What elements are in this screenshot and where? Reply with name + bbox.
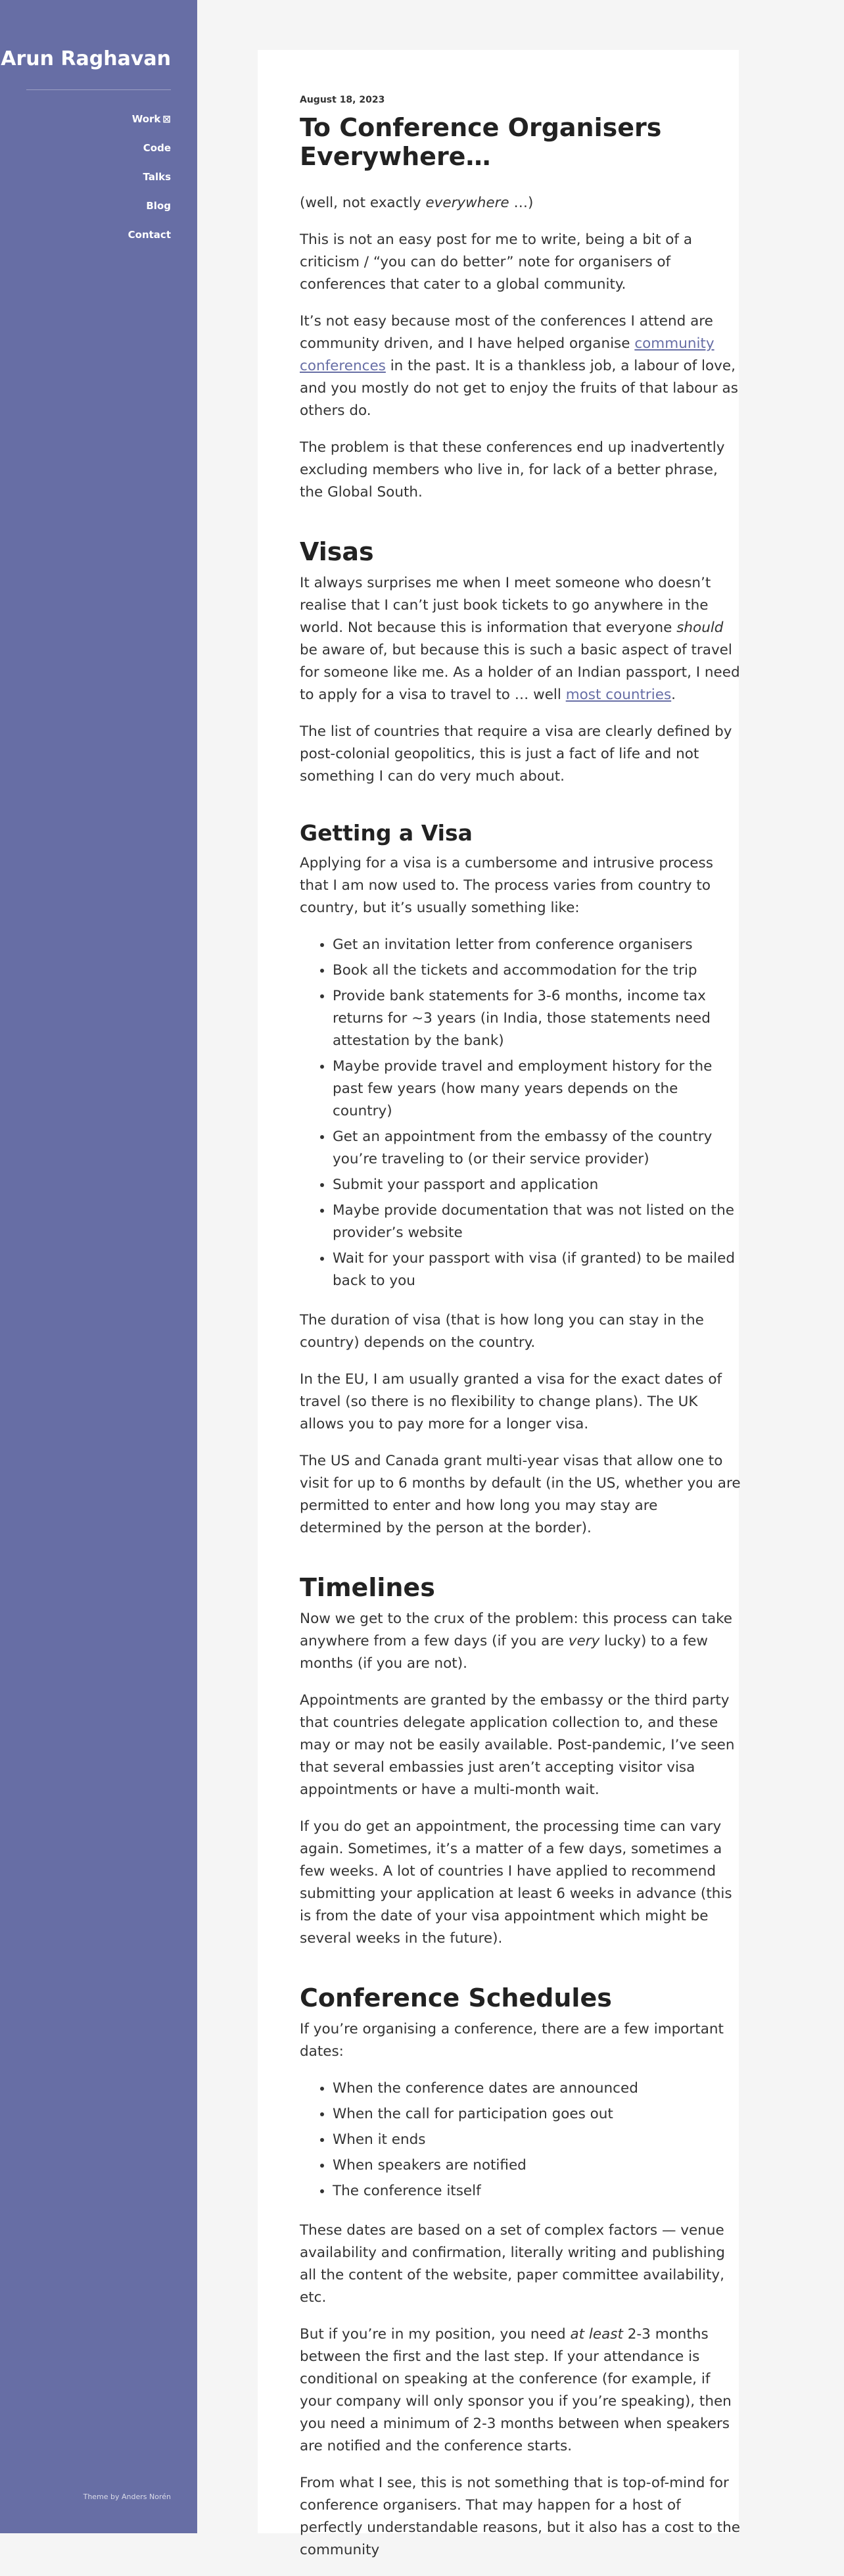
list-item: • Submit your passport and application: [333, 1174, 741, 1196]
list-item: • Provide bank statements for 3-6 months, income tax returns for ~3 years (in India, those statements need attestation by the bank): [333, 985, 741, 1052]
list-item: • Get an appointment from the embassy of the country you’re traveling to (or their service provider): [333, 1126, 741, 1171]
paragraph: These dates are based on a set of complex factors — venue availability and confirmation, literally writing and publishing all the content of the website, paper committee availability, etc.: [300, 2222, 725, 2306]
nav-item-code[interactable]: Code: [143, 142, 171, 154]
paragraph: [300, 2323, 741, 2458]
intro-paragraph: [300, 192, 741, 214]
list-item: • Book all the tickets and accommodation for the trip: [333, 960, 741, 982]
post-card: [258, 50, 741, 2558]
post-content: [300, 93, 741, 2576]
nav-item-work[interactable]: [128, 109, 171, 138]
nav-item-blog[interactable]: Blog: [146, 200, 171, 212]
sidebar: [0, 0, 197, 2533]
paragraph: If you’re organising a conference, there are a few important dates:: [300, 2021, 724, 2060]
intro-close: …): [509, 195, 534, 211]
nav-item-contact[interactable]: Contact: [128, 229, 171, 241]
main-nav: [128, 109, 171, 254]
paragraph: In the EU, I am usually granted a visa for the exact dates of travel (so there is no flexibility to change plans). The UK allows you to pay more for a longer visa.: [300, 1371, 722, 1432]
section-heading-visas: Visas: [300, 537, 374, 566]
paragraph-text: be aware of, but because this is such a basic aspect of travel for someone like me. As a holder of an Indian passport, I need to apply for a visa to travel to … well: [300, 642, 740, 703]
list-item: • Maybe provide travel and employment history for the past few years (how many years depends on the country): [333, 1056, 741, 1123]
community-conferences-link[interactable]: community conferences: [300, 335, 715, 374]
paragraph-text: lucky) to a few months (if you are not).: [300, 1633, 708, 1672]
emphasis: very: [568, 1633, 600, 1649]
paragraph: The problem is that these conferences end up inadvertently excluding members who live in, for lack of a better phrase, the Global South.: [300, 439, 725, 500]
paragraph: Applying for a visa is a cumbersome and intrusive process that I am now used to. The process varies from country to country, but it’s usually something like:: [300, 855, 713, 916]
submenu-toggle-icon[interactable]: ⊠: [162, 113, 171, 125]
paragraph: [300, 310, 741, 422]
list-item: • The conference itself: [333, 2180, 741, 2202]
paragraph: The list of countries that require a visa are clearly defined by post-colonial geopolitics, this is just a fact of life and not something I can do very much about.: [300, 723, 732, 785]
paragraph-text: .: [671, 687, 676, 703]
paragraph-text: It always surprises me when I meet someone who doesn’t realise that I can’t just book tickets to go anywhere in the world. Not because this is information that everyone: [300, 575, 711, 636]
paragraph: [300, 1608, 741, 1675]
nav-item-talks[interactable]: Talks: [143, 171, 171, 183]
paragraph: The US and Canada grant multi-year visas that allow one to visit for up to 6 months by default (in the US, whether you are permitted to enter and how long you may stay are determined by the person at the border).: [300, 1453, 741, 1536]
sidebar-divider: [26, 89, 171, 90]
paragraph: From what I see, this is not something that is top-of-mind for conference organisers. That may happen for a host of perfectly understandable reasons, but it also has a cost to the community: [300, 2475, 740, 2558]
paragraph: Appointments are granted by the embassy or the third party that countries delegate application collection to, and these may or may not be easily available. Post-pandemic, I’ve seen that several embassies just aren’t accepting visitor visa appointments or have a multi-month wait.: [300, 1692, 735, 1798]
important-dates-list: [300, 2078, 741, 2202]
intro-open: (well, not exactly: [300, 195, 426, 211]
list-item: • When it ends: [333, 2129, 741, 2151]
list-item: • When the call for participation goes out: [333, 2103, 741, 2126]
paragraph-text: in the past. It is a thankless job, a labour of love, and you mostly do not get to enjoy the fruits of that labour as others do.: [300, 358, 738, 419]
paragraph: The duration of visa (that is how long you can stay in the country) depends on the country.: [300, 1312, 704, 1351]
section-heading-conference-schedules: Conference Schedules: [300, 1983, 612, 2012]
nav-item-work-label: Work: [131, 113, 161, 125]
theme-credit: Theme by Anders Norén: [83, 2492, 171, 2501]
paragraph: [300, 572, 741, 706]
paragraph-text: 2-3 months between the first and the last step. If your attendance is conditional on speaking at the conference (for example, if your company will only sponsor you if you’re speaking), then you need a minimum of 2-3 months between when speakers are notified and the conference starts.: [300, 2326, 732, 2454]
section-heading-getting-a-visa: Getting a Visa: [300, 820, 473, 846]
paragraph-text: Now we get to the crux of the problem: this process can take anywhere from a few days (if you are: [300, 1611, 733, 1649]
paragraph: If you do get an appointment, the processing time can vary again. Sometimes, it’s a matter of a few days, sometimes a few weeks. A lot of countries I have applied to recommend submitting your application at least 6 weeks in advance (this is from the date of your visa appointment which might be several weeks in the future).: [300, 1818, 732, 1947]
list-item: • Wait for your passport with visa (if granted) to be mailed back to you: [333, 1248, 741, 1292]
post-date[interactable]: August 18, 2023: [300, 95, 385, 105]
emphasis: should: [676, 620, 724, 636]
intro-emphasis: everywhere: [425, 195, 509, 211]
emphasis: at least: [570, 2326, 623, 2343]
list-item: • When speakers are notified: [333, 2154, 741, 2177]
paragraph-text: But if you’re in my position, you need: [300, 2326, 571, 2343]
list-item: • When the conference dates are announced: [333, 2078, 741, 2100]
post-title: To Conference Organisers Everywhere…: [300, 113, 662, 171]
visa-steps-list: [300, 934, 741, 1292]
paragraph-text: It’s not easy because most of the conferences I attend are community driven, and I have helped organise: [300, 313, 713, 352]
list-item: • Get an invitation letter from conference organisers: [333, 934, 741, 956]
paragraph: This is not an easy post for me to write, being a bit of a criticism / “you can do better” note for organisers of conferences that cater to a global community.: [300, 231, 693, 293]
most-countries-link[interactable]: most countries: [565, 687, 672, 703]
site-title[interactable]: Arun Raghavan: [1, 47, 171, 70]
section-heading-timelines: Timelines: [300, 1573, 435, 1602]
list-item: • Maybe provide documentation that was not listed on the provider’s website: [333, 1200, 741, 1244]
